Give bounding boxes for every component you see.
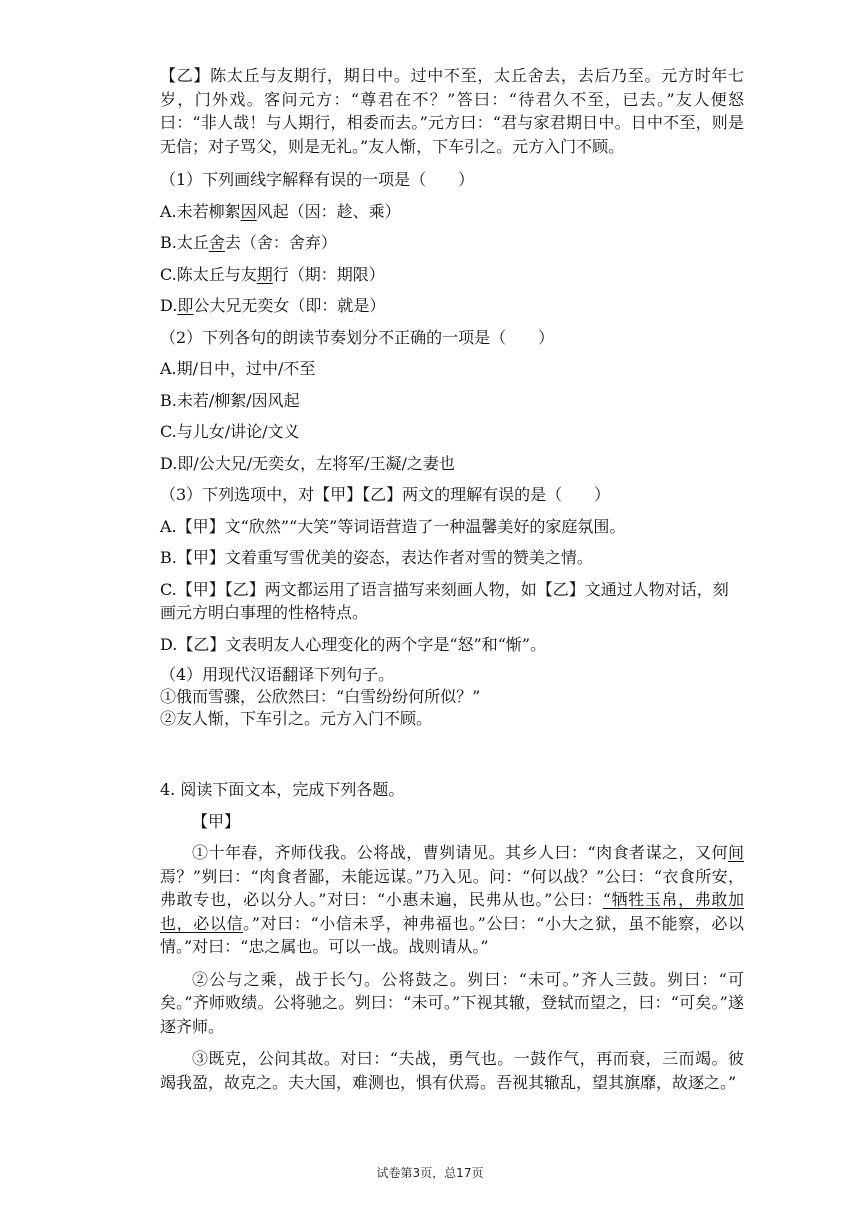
q3-option-c: C.【甲】【乙】两文都运用了语言描写来刻画人物，如【乙】文通过人物对话，刻画元方明白事理的性格特点。 (160, 579, 729, 622)
passage-jia-paragraph-1: ①十年春，齐师伐我。公将战，曹刿请见。其乡人曰：“肉食者谋之，又何间焉？”刿曰：“肉食者鄙，未能远谋。”乃入见。问：“何以战？”公曰：“衣食所安，弗敢专也，必以分人。”对曰：“小惠未遍，民弗从也。”公曰：“牺牲玉帛，弗敢加也，必以信。”对曰：“小信未孚，神弗福也。”公曰：“小大之狱，虽不能察，必以情。”对曰：“忠之属也。可以一战。战则请从。” (160, 843, 744, 956)
q3-option-d: D.【乙】文表明友人心理变化的两个字是“怒”和“惭”。 (160, 634, 547, 654)
q1-stem: （1）下列画线字解释有误的一项是（ ） (160, 170, 475, 189)
q3-option-b: B.【甲】文着重写雪优美的姿态，表达作者对雪的赞美之情。 (160, 548, 593, 567)
q4-stem: （4）用现代汉语翻译下列句子。 (160, 665, 395, 684)
q2-option-a: A.期/日中，过中/不至 (160, 359, 316, 378)
section4-title: 4. 阅读下面文本，完成下列各题。 (160, 780, 405, 799)
passage-yi: 【乙】陈太丘与友期行，期日中。过中不至，太丘舍去，去后乃至。元方时年七岁，门外戏。客问元方：“尊君在不？”答曰：“待君久不至，已去。”友人便怒曰：“非人哉！与人期行，相委而去。”元方曰：“君与家君期日中。日中不至，则是无信；对子骂父，则是无礼。”友人惭，下车引之。元方入门不顾。 (160, 66, 744, 156)
q1-option-d: D.即公大兄无奕女（即：就是） (160, 296, 386, 315)
q2-option-c: C.与儿女/讲论/文义 (160, 422, 300, 441)
spacer (160, 730, 744, 772)
passage-jia-paragraph-2: ②公与之乘，战于长勺。公将鼓之。刿曰：“未可。”齐人三鼓。刿曰：“可矣。”齐师败绩。公将驰之。刿曰：“未可。”下视其辙，登轼而望之，曰：“可矣。”遂逐齐师。 (160, 969, 744, 1036)
q2-option-d: D.即/公大兄/无奕女，左将军/王凝/之妻也 (160, 453, 455, 473)
q1-option-b: B.太丘舍去（舍：舍弃） (160, 233, 337, 252)
q3-option-a: A.【甲】文“欣然”“大笑”等词语营造了一种温馨美好的家庭氛围。 (160, 516, 626, 536)
q3-stem: （3）下列选项中，对【甲】【乙】两文的理解有误的是（ ） (160, 485, 611, 504)
passage-jia-paragraph-3: ③既克，公问其故。对曰：“夫战，勇气也。一鼓作气，再而衰，三而竭。彼竭我盈，故克之。夫大国，难测也，惧有伏焉。吾视其辙乱，望其旗靡，故逐之。” (160, 1049, 744, 1092)
passage-jia-label: 【甲】 (192, 811, 241, 831)
page-footer: 试卷第3页，总17页 (376, 1166, 484, 1180)
q1-option-a: A.未若柳絮因风起（因：趁、乘） (160, 201, 401, 221)
q1-option-c: C.陈太丘与友期行（期：期限） (160, 264, 385, 284)
q4-sentence-2: ②友人惭，下车引之。元方入门不顾。 (160, 709, 433, 728)
page-content (160, 64, 744, 1094)
q4-sentence-1: ①俄而雪骤，公欣然曰：“白雪纷纷何所似？” (160, 687, 481, 706)
q2-option-b: B.未若/柳絮/因风起 (160, 390, 300, 410)
q2-stem: （2）下列各句的朗读节奏划分不正确的一项是（ ） (160, 327, 555, 347)
